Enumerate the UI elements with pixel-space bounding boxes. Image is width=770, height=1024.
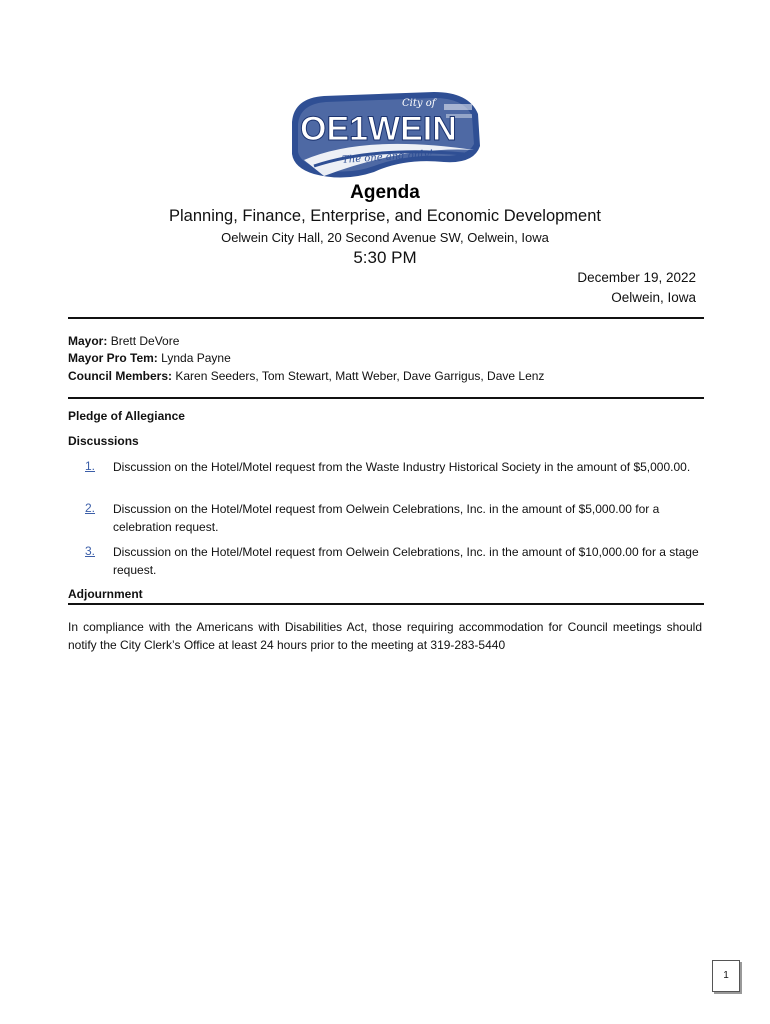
council-line	[68, 369, 544, 383]
adjournment-heading: Adjournment	[68, 587, 143, 601]
meeting-city: Oelwein, Iowa	[611, 290, 696, 305]
logo-main-text: OE1WEIN	[300, 110, 457, 148]
divider	[68, 397, 704, 399]
item-number-link[interactable]: 3.	[85, 544, 96, 558]
ada-compliance-note: In compliance with the Americans with Disabilities Act, those requiring accommodation for Council meetings should notify the City Clerk’s Office at least 24 hours prior to the meeting at 319-283-5440	[68, 620, 702, 652]
discussions-heading: Discussions	[68, 434, 139, 448]
logo-tagline: The one and only!	[341, 148, 434, 166]
item-number-link[interactable]: 1.	[85, 459, 96, 473]
item-text: Discussion on the Hotel/Motel request from the Waste Industry Historical Society in the amount of $5,000.00.	[113, 460, 691, 474]
mayor-name: Brett DeVore	[110, 334, 180, 348]
item-text: Discussion on the Hotel/Motel request from Oelwein Celebrations, Inc. in the amount of $5,000.00 for a celebration request.	[113, 502, 660, 534]
agenda-title: Agenda	[350, 182, 420, 203]
mayor-line	[68, 334, 179, 348]
pro-tem-line	[68, 351, 231, 365]
pledge-heading: Pledge of Allegiance	[68, 409, 185, 423]
committee-name: Planning, Finance, Enterprise, and Economic Development	[169, 207, 601, 225]
meeting-date: December 19, 2022	[577, 270, 696, 285]
pro-tem-label: Mayor Pro Tem:	[68, 351, 158, 365]
item-text: Discussion on the Hotel/Motel request from Oelwein Celebrations, Inc. in the amount of $10,000.00 for a stage request.	[113, 545, 699, 577]
pro-tem-name: Lynda Payne	[161, 351, 231, 365]
meeting-time: 5:30 PM	[353, 248, 417, 267]
meeting-location: Oelwein City Hall, 20 Second Avenue SW, Oelwein, Iowa	[221, 230, 549, 245]
mayor-label: Mayor:	[68, 334, 108, 348]
logo-top-text: City of	[402, 98, 436, 109]
city-logo	[284, 84, 484, 184]
divider	[68, 317, 704, 319]
item-number-link[interactable]: 2.	[85, 501, 96, 515]
page-number: 1	[712, 960, 740, 992]
council-label: Council Members:	[68, 369, 173, 383]
council-members: Karen Seeders, Tom Stewart, Matt Weber, Dave Garrigus, Dave Lenz	[175, 369, 545, 383]
divider	[68, 603, 704, 605]
oelwein-logo-graphic	[284, 84, 484, 184]
